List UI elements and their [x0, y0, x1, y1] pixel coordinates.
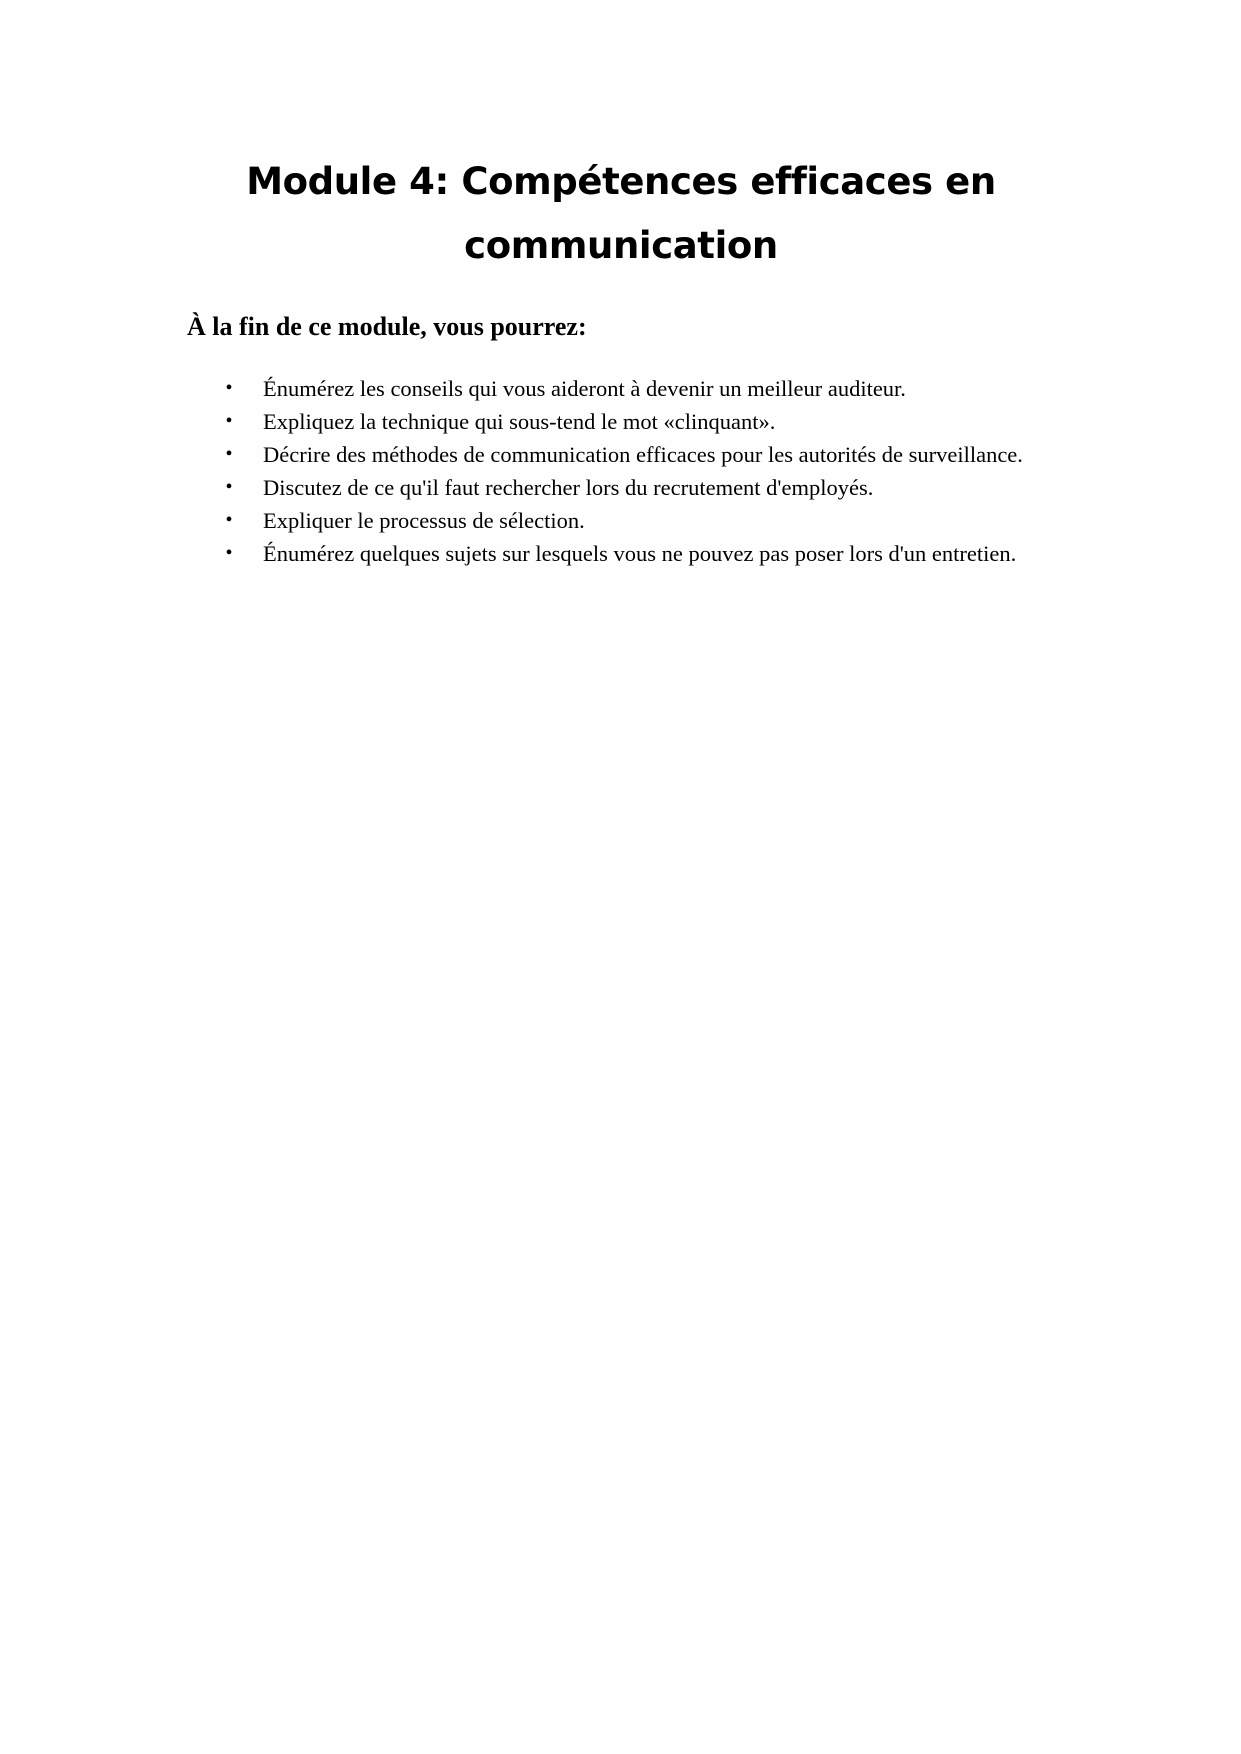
objective-text: Énumérez quelques sujets sur lesquels vous ne pouvez pas poser lors d'un entretien. — [263, 541, 1017, 566]
bullet-icon: • — [225, 542, 233, 564]
bullet-icon: • — [225, 443, 233, 465]
objective-text: Expliquez la technique qui sous-tend le mot «clinquant». — [263, 409, 776, 434]
bullet-icon: • — [225, 509, 233, 531]
objective-text: Énumérez les conseils qui vous aideront à devenir un meilleur auditeur. — [263, 376, 906, 401]
objectives-heading: À la fin de ce module, vous pourrez: — [187, 312, 587, 341]
objective-text: Décrire des méthodes de communication efficaces pour les autorités de surveillance. — [263, 442, 1023, 467]
bullet-icon: • — [225, 377, 233, 399]
objective-text: Discutez de ce qu'il faut rechercher lors du recrutement d'employés. — [263, 475, 874, 500]
objective-text: Expliquer le processus de sélection. — [263, 508, 585, 533]
bullet-icon: • — [225, 410, 233, 432]
module-title: Module 4: Compétences efficaces en communication — [246, 160, 996, 267]
bullet-icon: • — [225, 476, 233, 498]
